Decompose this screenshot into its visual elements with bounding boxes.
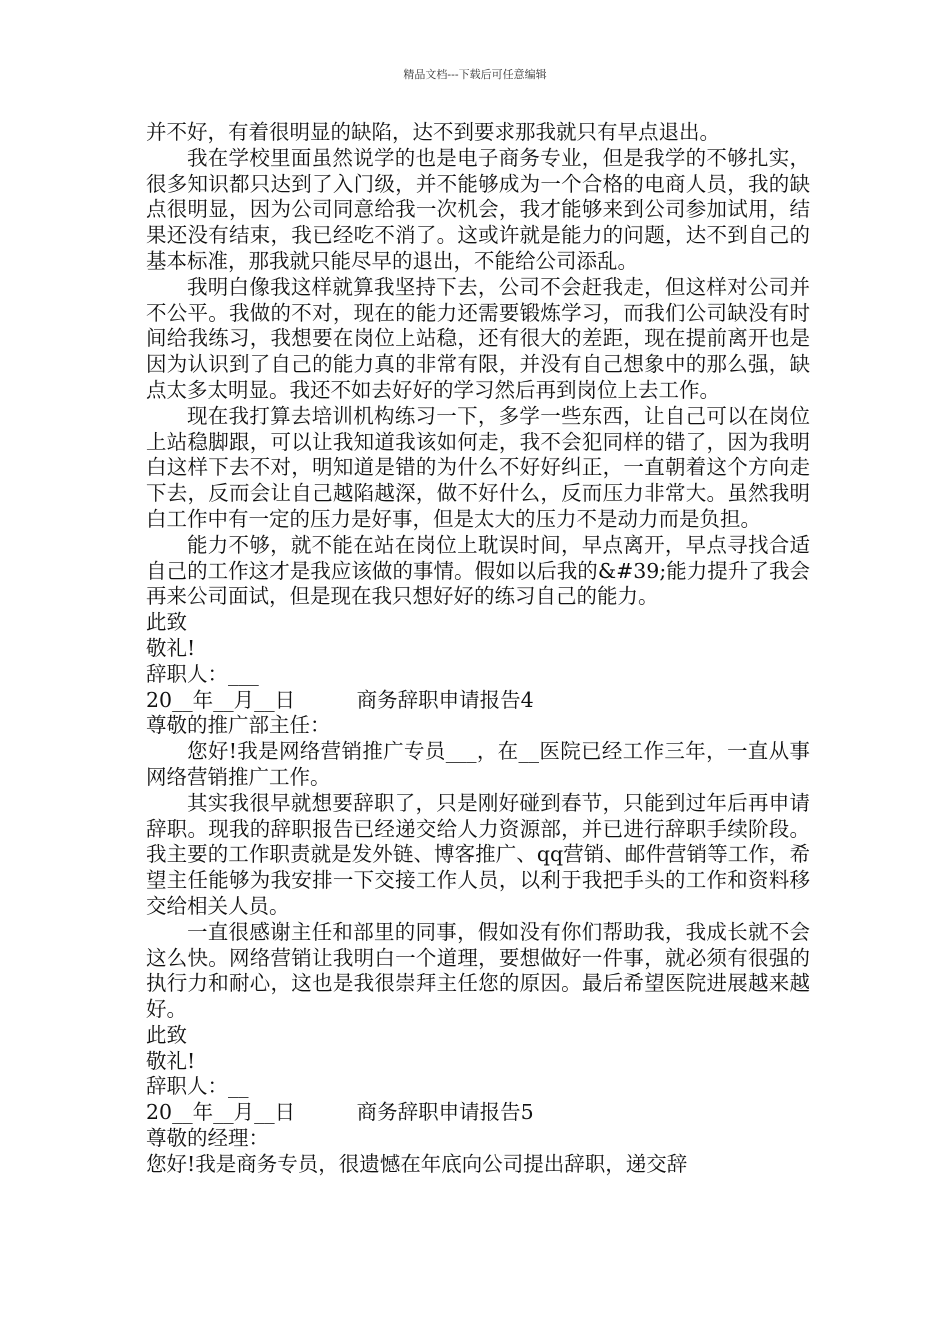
paragraph: 辞职人：__ <box>146 1074 249 1099</box>
paragraph: 我在学校里面虽然说学的也是电子商务专业，但是我学的不够扎实，很多知识都只达到了入门级，并不能够成为一个合格的电商人员，我的缺点很明显，因为公司同意给我一次机会，我才能够来到公司参加试用，结果还没有结束，我已经吃不消了。这或许就是能力的问题，达不到自己的基本标准，那我就只能尽早的退出，不能给公司添乱。 <box>146 145 810 273</box>
paragraph: 并不好，有着很明显的缺陷，达不到要求那我就只有早点退出。 <box>146 120 720 144</box>
paragraph: 一直很感谢主任和部里的同事，假如没有你们帮助我，我成长就不会这么快。网络营销让我明白一个道理，要想做好一件事，就必须有很强的执行力和耐心，这也是我很崇拜主任您的原因。最后希望医院进展越来越好。 <box>146 919 810 1022</box>
page-header: 精品文档---下载后可任意编辑 <box>403 68 547 81</box>
paragraph: 其实我很早就想要辞职了，只是刚好碰到春节，只能到过年后再申请辞职。现我的辞职报告已经递交给人力资源部，并已进行辞职手续阶段。我主要的工作职责就是发外链、博客推广、qq营销、邮件营销等工作，希望主任能够为我安排一下交接工作人员，以利于我把手头的工作和资料移交给相关人员。 <box>146 790 810 918</box>
paragraph: 您好!我是商务专员，很遗憾在年底向公司提出辞职，递交辞 <box>146 1151 688 1176</box>
paragraph: 您好!我是网络营销推广专员___，在__医院已经工作三年，一直从事网络营销推广工作。 <box>146 739 810 789</box>
paragraph: 敬礼! <box>146 635 196 660</box>
paragraph: 20__年__月__日 商务辞职申请报告5 <box>146 1100 534 1125</box>
paragraph: 现在我打算去培训机构练习一下，多学一些东西，让自己可以在岗位上站稳脚跟，可以让我知道我该如何走，我不会犯同样的错了，因为我明白这样下去不对，明知道是错的为什么不好好纠正，一直朝着这个方向走下去，反而会让自己越陷越深，做不好什么，反而压力非常大。虽然我明白工作中有一定的压力是好事，但是太大的压力不是动力而是负担。 <box>146 403 810 531</box>
paragraph: 辞职人：___ <box>146 661 259 686</box>
paragraph: 能力不够，就不能在站在岗位上耽误时间，早点离开，早点寻找合适自己的工作这才是我应该做的事情。假如以后我的&#39;能力提升了我会再来公司面试，但是现在我只想好好的练习自己的能力。 <box>146 532 810 609</box>
paragraph: 尊敬的推广部主任： <box>146 713 331 738</box>
paragraph: 尊敬的经理： <box>146 1126 269 1151</box>
document-body <box>146 120 810 1178</box>
paragraph: 我明白像我这样就算我坚持下去，公司不会赶我走，但这样对公司并不公平。我做的不对，现在的能力还需要锻炼学习，而我们公司缺没有时间给我练习，我想要在岗位上站稳，还有很大的差距，现在提前离开也是因为认识到了自己的能力真的非常有限，并没有自己想象中的那么强，缺点太多太明显。我还不如去好好的学习然后再到岗位上去工作。 <box>146 274 810 402</box>
paragraph: 20__年__月__日 商务辞职申请报告4 <box>146 687 534 712</box>
paragraph: 此致 <box>146 1022 187 1047</box>
paragraph: 此致 <box>146 610 187 635</box>
paragraph: 敬礼! <box>146 1048 196 1073</box>
